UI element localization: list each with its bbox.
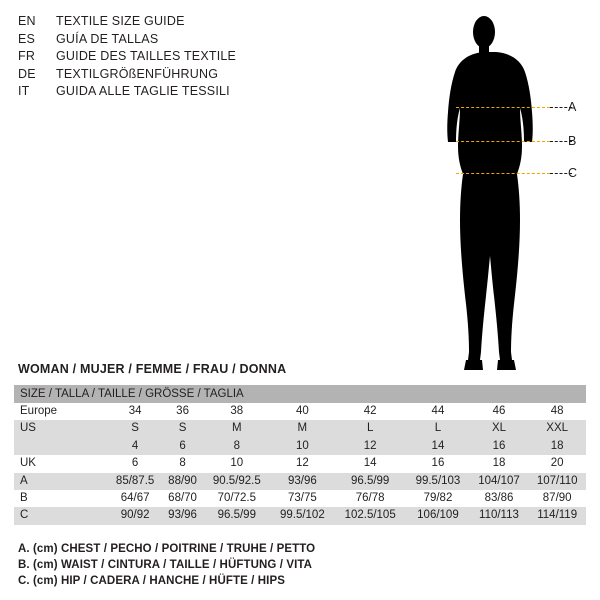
cell: 8 — [203, 438, 271, 455]
language-row — [18, 49, 318, 67]
footnote-c: C. (cm) HIP / CADERA / HANCHE / HÜFTE / HIPS — [18, 575, 286, 587]
footnotes — [18, 541, 315, 589]
row-label: C — [14, 507, 108, 524]
cell: 99.5/103 — [406, 473, 469, 490]
language-code: IT — [18, 84, 30, 98]
cell: S — [162, 420, 203, 437]
cell: 96.5/99 — [203, 507, 271, 524]
cell: 93/96 — [162, 507, 203, 524]
language-code: EN — [18, 14, 36, 28]
language-code: ES — [18, 31, 36, 46]
cell: 102.5/105 — [334, 507, 406, 524]
cell: L — [406, 420, 469, 437]
row-label: A — [14, 473, 108, 490]
marker-label-b: B — [568, 134, 577, 148]
cell: 44 — [406, 403, 469, 420]
cell: 110/113 — [470, 507, 529, 524]
hip-guide-line — [456, 173, 550, 174]
language-title: TEXTILE SIZE GUIDE — [56, 14, 185, 28]
cell: 14 — [334, 455, 406, 472]
cell: 90.5/92.5 — [203, 473, 271, 490]
row-label: UK — [14, 455, 108, 472]
language-code: FR — [18, 49, 36, 63]
cell: S — [108, 420, 162, 437]
row-label: Europe — [14, 403, 108, 420]
section-heading: WOMAN / MUJER / FEMME / FRAU / DONNA — [18, 362, 287, 376]
language-row — [18, 67, 318, 85]
language-header-block — [18, 14, 318, 102]
language-row — [18, 14, 318, 32]
language-row — [18, 32, 318, 50]
cell: 40 — [271, 403, 334, 420]
cell: 114/119 — [528, 507, 586, 524]
cell: 107/110 — [528, 473, 586, 490]
cell: 93/96 — [271, 473, 334, 490]
cell: 18 — [470, 455, 529, 472]
cell: 70/72.5 — [203, 490, 271, 507]
language-title: GUÍA DE TALLAS — [56, 31, 159, 46]
cell: 4 — [108, 438, 162, 455]
table-row — [14, 473, 586, 490]
cell: 104/107 — [470, 473, 529, 490]
cell: 90/92 — [108, 507, 162, 524]
cell: 36 — [162, 403, 203, 420]
cell: 12 — [271, 455, 334, 472]
cell: M — [271, 420, 334, 437]
cell: L — [334, 420, 406, 437]
table-row — [14, 455, 586, 472]
cell: 64/67 — [108, 490, 162, 507]
cell: 48 — [528, 403, 586, 420]
table-header-label: SIZE / TALLA / TAILLE / GRÖSSE / TAGLIA — [14, 385, 586, 403]
footnote-b: B. (cm) WAIST / CINTURA / TAILLE / HÜFTUNG / VITA — [18, 559, 313, 571]
language-title: GUIDE DES TAILLES TEXTILE — [56, 49, 237, 63]
cell: 10 — [203, 455, 271, 472]
row-label — [14, 438, 108, 455]
language-code: DE — [18, 66, 36, 81]
language-title: TEXTILGRÖßENFÜHRUNG — [56, 66, 219, 81]
row-label: B — [14, 490, 108, 507]
cell: 87/90 — [528, 490, 586, 507]
marker-label-a: A — [568, 100, 577, 114]
row-label: US — [14, 420, 108, 437]
cell: 73/75 — [271, 490, 334, 507]
cell: 8 — [162, 455, 203, 472]
body-figure — [400, 8, 600, 378]
language-row — [18, 84, 318, 102]
cell: 14 — [406, 438, 469, 455]
cell: 10 — [271, 438, 334, 455]
cell: 42 — [334, 403, 406, 420]
chest-guide-line — [456, 107, 550, 108]
cell: 76/78 — [334, 490, 406, 507]
cell: 6 — [108, 455, 162, 472]
cell: 106/109 — [406, 507, 469, 524]
size-table — [14, 385, 586, 525]
cell: 16 — [470, 438, 529, 455]
cell: 6 — [162, 438, 203, 455]
footnote-a: A. (cm) CHEST / PECHO / POITRINE / TRUHE / PETTO — [18, 543, 316, 555]
table-row — [14, 403, 586, 420]
marker-label-c: C — [568, 166, 578, 180]
cell: 79/82 — [406, 490, 469, 507]
table-row — [14, 438, 586, 455]
cell: 83/86 — [470, 490, 529, 507]
cell: 68/70 — [162, 490, 203, 507]
cell: 12 — [334, 438, 406, 455]
table-row — [14, 490, 586, 507]
cell: 38 — [203, 403, 271, 420]
table-row — [14, 420, 586, 437]
cell: 85/87.5 — [108, 473, 162, 490]
cell: M — [203, 420, 271, 437]
cell: 88/90 — [162, 473, 203, 490]
cell: 34 — [108, 403, 162, 420]
cell: XL — [470, 420, 529, 437]
cell: 20 — [528, 455, 586, 472]
waist-guide-line — [456, 141, 550, 142]
cell: XXL — [528, 420, 586, 437]
cell: 16 — [406, 455, 469, 472]
cell: 18 — [528, 438, 586, 455]
female-silhouette-icon — [400, 8, 600, 378]
cell: 46 — [470, 403, 529, 420]
cell: 96.5/99 — [334, 473, 406, 490]
table-header-row — [14, 385, 586, 403]
table-row — [14, 507, 586, 524]
language-title: GUIDA ALLE TAGLIE TESSILI — [56, 84, 230, 98]
cell: 99.5/102 — [271, 507, 334, 524]
